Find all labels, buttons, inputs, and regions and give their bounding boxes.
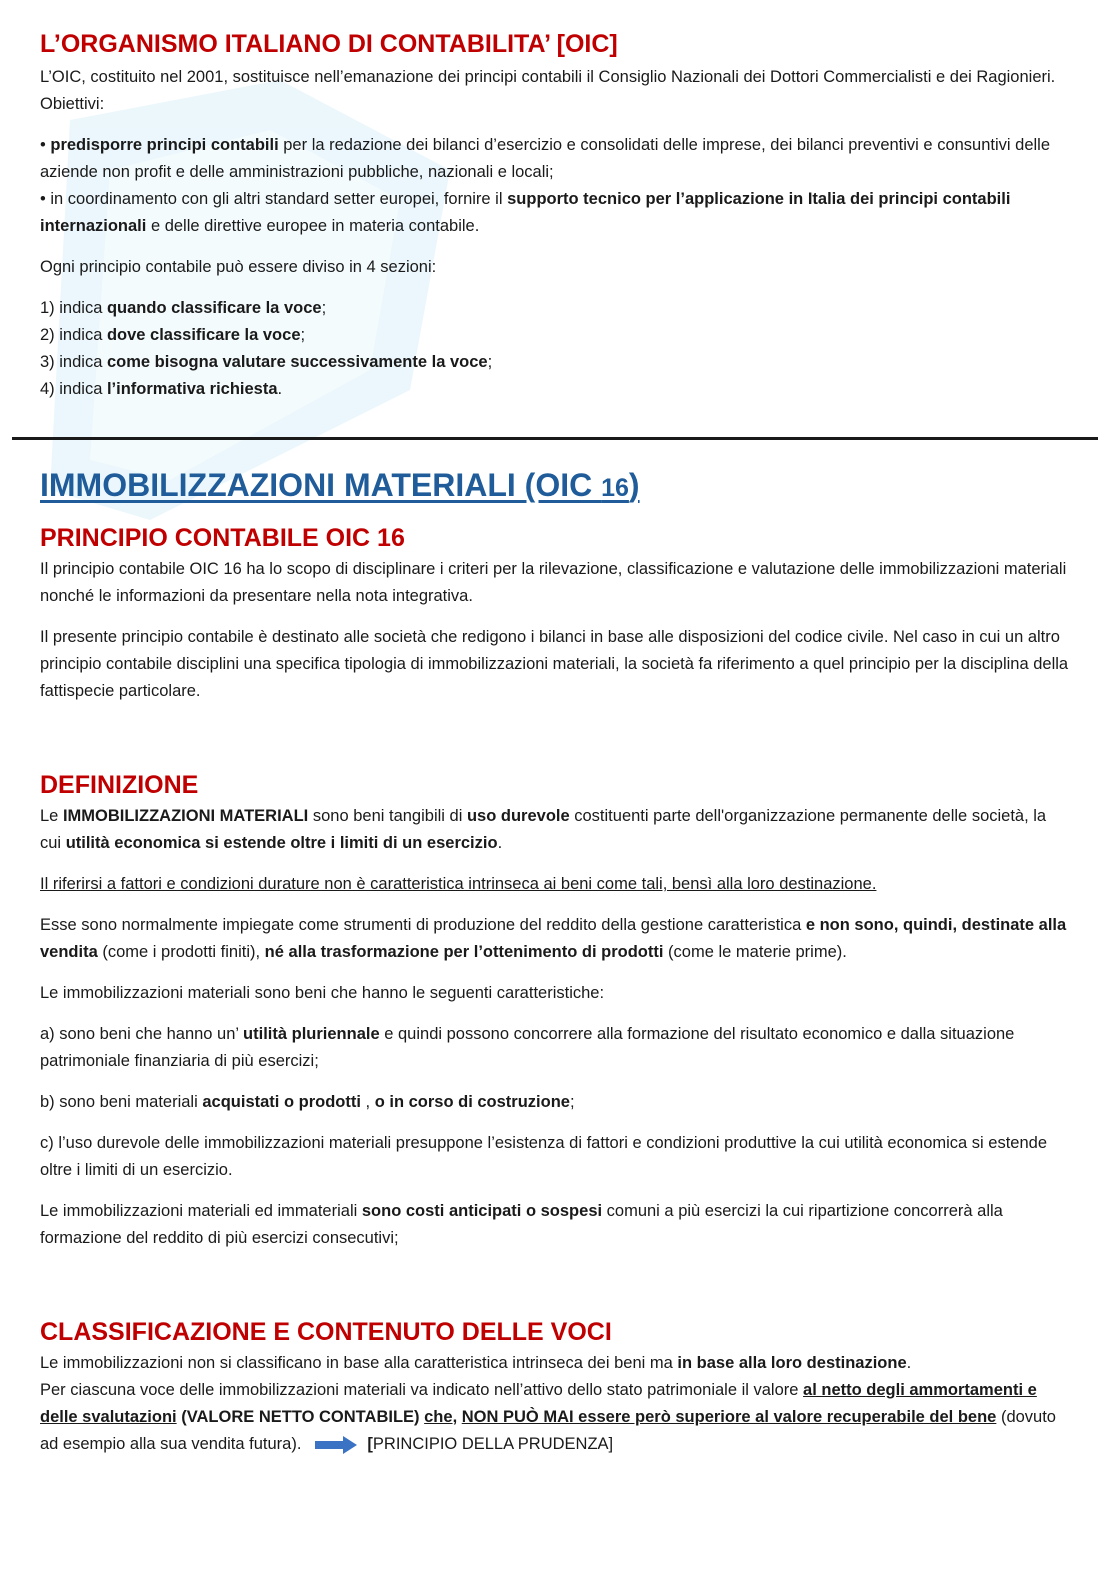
bullet-1-bold: predisporre principi contabili [50,136,279,154]
text: (come le materie prime). [663,943,847,961]
principio-p2: Il presente principio contabile è destinato alle società che redigono i bilanci in base alle disposizioni del codice civile. Nel caso in cui un altro principio contabile disciplini una specifica tipologia di immobilizzazioni materiali, la società fa riferimento a quel principio per la disciplina della fattispecie particolare. [40,628,1069,700]
bold: o in corso di costruzione [374,1093,570,1111]
bold: sono costi anticipati o sospesi [361,1202,603,1220]
text: , [360,1093,375,1111]
text: Esse sono normalmente impiegate come strumenti di produzione del reddito della gestione caratteristica [40,916,806,934]
bullet-2-end: e delle direttive europee in materia contabile. [146,217,480,235]
definizione-p4: Le immobilizzazioni materiali sono beni che hanno le seguenti caratteristiche: [40,984,605,1002]
bold: uso durevole [466,807,570,825]
bold: IMMOBILIZZAZIONI MATERIALI [62,807,309,825]
item-text: 3) indica [40,353,107,371]
item-text: 2) indica [40,326,107,344]
bold: utilità economica si estende oltre i limiti di un esercizio [65,834,498,852]
bold: , [452,1408,462,1426]
definizione-c: c) l’uso durevole delle immobilizzazioni materiali presuppone l’esistenza di fattori e condizioni produttive la cui utilità economica si estende oltre i limiti di un esercizio. [40,1134,1048,1179]
definizione-title: DEFINIZIONE [40,771,199,799]
section-divider [12,437,1098,440]
text: . [497,834,503,852]
item-bold: l’informativa richiesta [106,380,278,398]
text: Le [40,807,63,825]
item-end: ; [300,326,306,344]
bullet-2-bold: supporto tecnico per l’applicazione in Italia dei principi contabili internazionali [40,190,1011,235]
text: ; [569,1093,575,1111]
bullet-2-start: • in coordinamento con gli altri standard setter europei, fornire il [40,190,508,208]
item-end: ; [487,353,493,371]
definizione-b [40,1089,1070,1116]
main-title [40,465,1070,508]
item-bold: come bisogna valutare successivamente la voce [106,353,488,371]
main-title-number: 16 [601,474,629,502]
text: b) sono beni materiali [40,1093,203,1111]
item-end: . [277,380,283,398]
bold-underlined: che [424,1408,453,1426]
oic-bullet-1 [40,132,1070,186]
text: . [906,1354,912,1372]
definizione-p3 [40,912,1070,966]
bold: acquistati o prodotti [202,1093,361,1111]
bold-underlined: NON PUÒ MAI essere però superiore al valore recuperabile del bene [461,1408,997,1426]
text: (dovuto ad esempio alla sua vendita futura). [40,1408,1056,1453]
classificazione-title: CLASSIFICAZIONE E CONTENUTO DELLE VOCI [40,1318,612,1346]
item-bold: quando classificare la voce [106,299,322,317]
item-bold: dove classificare la voce [106,326,301,344]
text: Le immobilizzazioni materiali ed immateriali [40,1202,362,1220]
section-item-1 [40,295,1070,322]
main-title-end: ) [628,467,640,503]
bold: e non sono, quindi, destinate alla vendita [40,916,1067,961]
classificazione-l2 [40,1377,1070,1458]
bold: (VALORE NETTO CONTABILE) [176,1408,425,1426]
text: Le immobilizzazioni non si classificano in base alla caratteristica intrinseca dei beni ma [40,1354,678,1372]
bullet-1-text: per la redazione dei bilanci d’esercizio e consolidati delle imprese, dei bilanci preventivi e consuntivi delle aziende non profit e delle amministrazioni pubbliche, nazionali e locali; [40,136,1051,181]
definizione-p2: Il riferirsi a fattori e condizioni durature non è caratteristica intrinseca ai beni come tali, bensì alla loro destinazione. [40,875,877,893]
oic-bullet-2 [40,186,1070,240]
bold-underlined: al netto degli ammortamenti e delle svalutazioni [40,1381,1037,1426]
text: Per ciascuna voce delle immobilizzazioni materiali va indicato nell’attivo dello stato patrimoniale il valore [40,1381,804,1399]
bold: né alla trasformazione per l’ottenimento di prodotti [264,943,664,961]
text: e quindi possono concorrere alla formazione del risultato economico e dalla situazione patrimoniale finanziaria di più esercizi; [40,1025,1015,1070]
definizione-a [40,1021,1070,1075]
bullet-dot: • [40,136,46,154]
text: a) sono beni che hanno un’ [40,1025,244,1043]
item-text: 4) indica [40,380,107,398]
bracket: [ [367,1435,373,1453]
section-item-3 [40,349,1070,376]
main-title-text: IMMOBILIZZAZIONI MATERIALI (OIC [40,467,602,503]
section-item-2 [40,322,1070,349]
section-item-4 [40,376,1070,403]
sections-intro: Ogni principio contabile può essere diviso in 4 sezioni: [40,258,437,276]
oic-title: L’ORGANISMO ITALIANO DI CONTABILITA’ [OIC] [40,30,618,58]
definizione-p1 [40,803,1070,857]
oic-intro: L’OIC, costituito nel 2001, sostituisce nell’emanazione dei principi contabili il Consiglio Nazionali dei Dottori Commercialisti e dei Ragionieri. Obiettivi: [40,68,1056,113]
principio-p1: Il principio contabile OIC 16 ha lo scopo di disciplinare i criteri per la rilevazione, classificazione e valutazione delle immobilizzazioni materiali nonché le informazioni da presentare nella nota integrativa. [40,560,1067,605]
bold: in base alla loro destinazione [677,1354,907,1372]
item-text: 1) indica [40,299,107,317]
arrow-right-icon [315,1436,357,1454]
text: sono beni tangibili di [308,807,467,825]
classificazione-l1 [40,1350,1070,1377]
item-end: ; [321,299,327,317]
definizione-p5 [40,1198,1070,1252]
principio-title: PRINCIPIO CONTABILE OIC 16 [40,524,405,552]
bold: utilità pluriennale [243,1025,380,1043]
prudenza-note: PRINCIPIO DELLA PRUDENZA] [372,1435,614,1453]
text: (come i prodotti finiti), [97,943,265,961]
text: costituenti parte dell'organizzazione permanente delle società, la cui [40,807,1047,852]
text: comuni a più esercizi la cui ripartizione concorrerà alla formazione del reddito di più esercizi consecutivi; [40,1202,1003,1247]
